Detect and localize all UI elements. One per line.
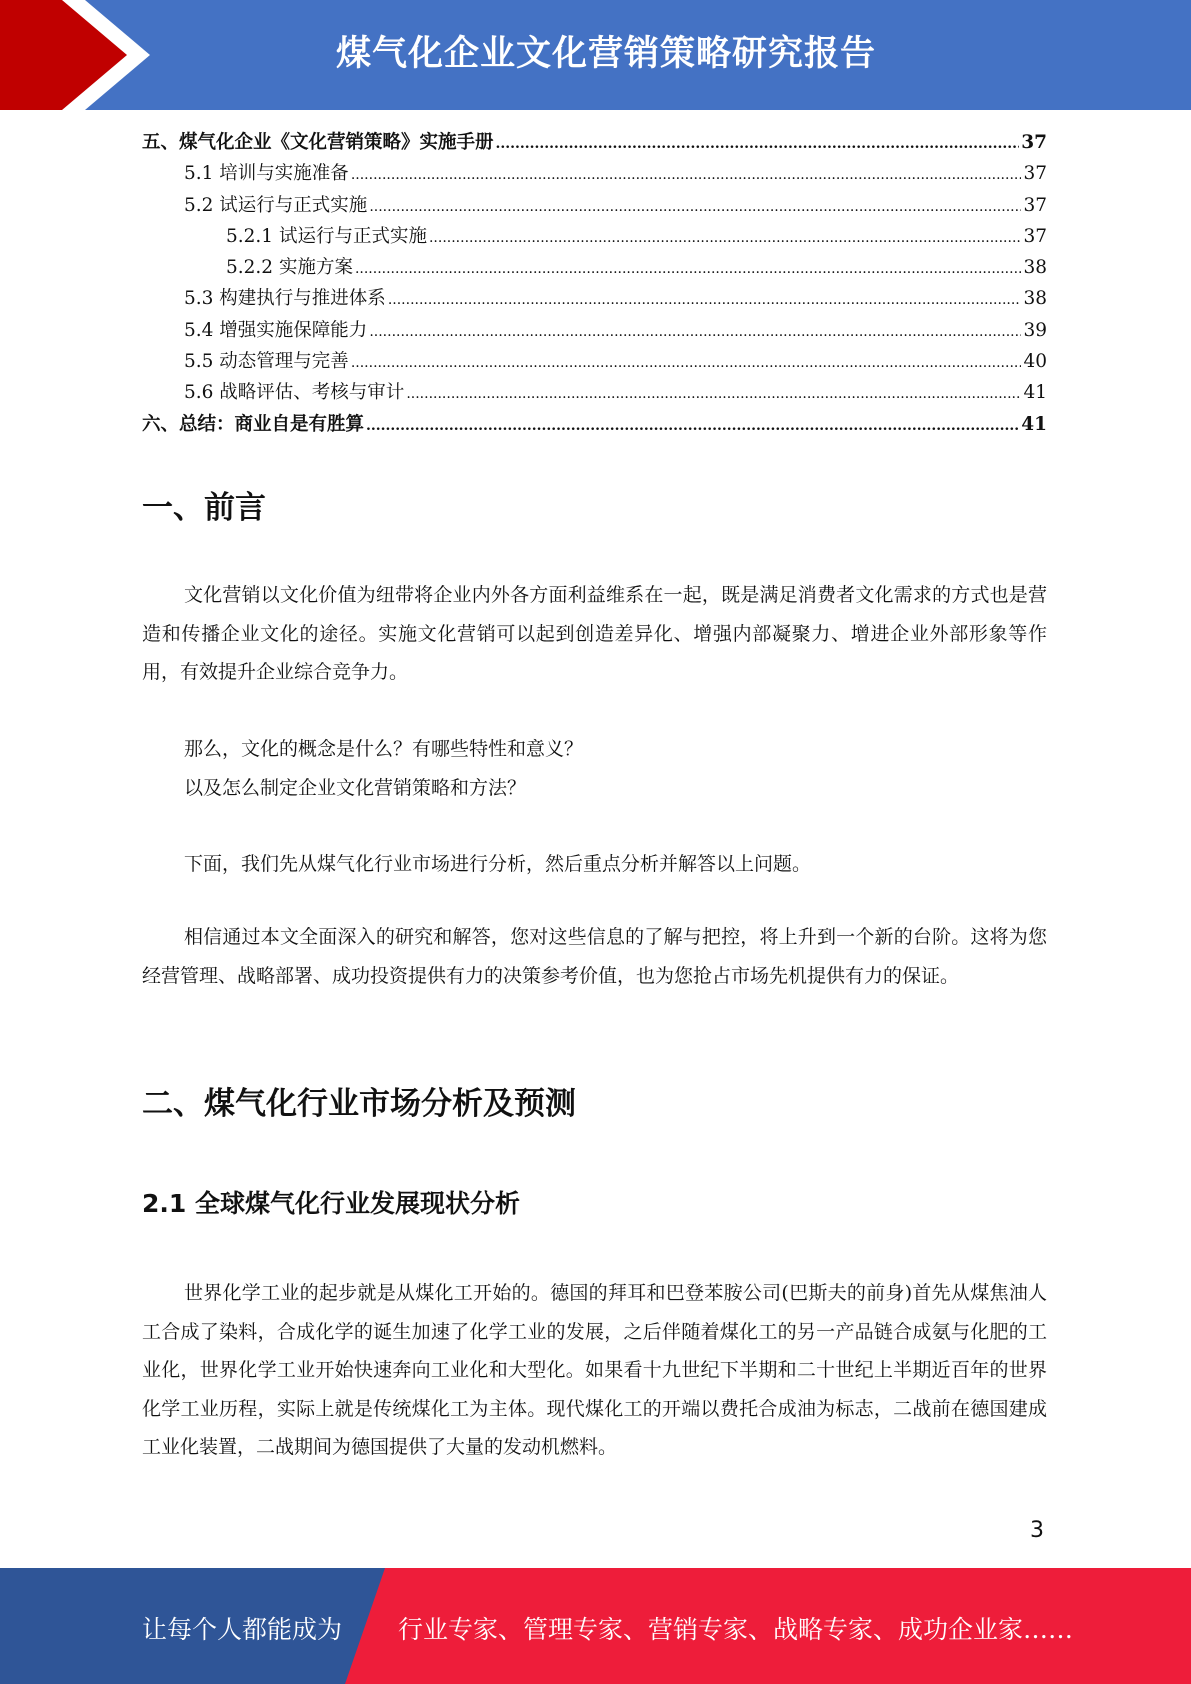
toc-entry[interactable] [142,347,1047,378]
toc-entry-page: 37 [1023,225,1047,247]
global-status-paragraph: 世界化学工业的起步就是从煤化工开始的。德国的拜耳和巴登苯胺公司(巴斯夫的前身)首先从煤焦油人工合成了染料，合成化学的诞生加速了化学工业的发展，之后伴随着煤化工的另一产品链合成氨与化肥的工业化，世界化学工业开始快速奔向工业化和大型化。如果看十九世纪下半期和二十世纪上半期近百年的世界化学工业历程，实际上就是传统煤化工为主体。现代煤化工的开端以费托合成油为标志，二战前在德国建成工业化装置，二战期间为德国提供了大量的发动机燃料。 [142,1282,1047,1458]
toc-entry[interactable] [142,191,1047,222]
toc-entry-label: 5.2 试运行与正式实施 [184,194,368,216]
preface-paragraph-1: 文化营销以文化价值为纽带将企业内外各方面利益维系在一起，既是满足消费者文化需求的方式也是营造和传播企业文化的途径。实施文化营销可以起到创造差异化、增强内部凝聚力、增进企业外部形象等作用，有效提升企业综合竞争力。 [142,584,1047,683]
toc-entry[interactable] [142,128,1047,159]
toc-entry[interactable] [142,253,1047,284]
toc-entry[interactable] [142,284,1047,315]
toc-entry-page: 38 [1023,257,1047,279]
toc-entry[interactable] [142,222,1047,253]
toc-leader-dots [369,195,1021,216]
toc-entry-page: 41 [1021,413,1047,435]
subsection-heading-global-status: 2.1 全球煤气化行业发展现状分析 [142,1189,520,1218]
toc-entry[interactable] [142,159,1047,190]
footer-banner [0,1568,1191,1684]
toc-leader-dots [429,226,1021,247]
toc-leader-dots [355,257,1022,278]
toc-leader-dots [366,414,1019,435]
toc-entry-label: 5.1 培训与实施准备 [184,163,349,185]
toc-entry-label: 5.6 战略评估、考核与审计 [184,382,405,404]
toc-entry-page: 41 [1023,382,1047,404]
toc-entry-label: 五、煤气化企业《文化营销策略》实施手册 [142,132,494,153]
toc-entry[interactable] [142,410,1047,441]
table-of-contents [142,128,1047,441]
preface-question-1: 那么，文化的概念是什么？有哪些特性和意义？ [184,738,584,760]
toc-entry-page: 37 [1023,163,1047,185]
page-number: 3 [1030,1518,1044,1543]
header-banner [0,0,1191,110]
toc-entry-label: 5.5 动态管理与完善 [184,351,349,373]
preface-question-2: 以及怎么制定企业文化营销策略和方法？ [184,777,527,799]
toc-entry-label: 5.2.2 实施方案 [226,257,353,279]
toc-leader-dots [388,288,1022,309]
section-heading-preface: 一、前言 [142,490,266,526]
toc-entry-label: 5.3 构建执行与推进体系 [184,288,386,310]
toc-entry-page: 40 [1023,351,1047,373]
toc-entry-page: 39 [1023,319,1047,341]
preface-intro-line: 下面，我们先从煤气化行业市场进行分析，然后重点分析并解答以上问题。 [184,853,812,875]
toc-entry-label: 5.2.1 试运行与正式实施 [226,225,427,247]
toc-entry-page: 37 [1021,132,1047,153]
preface-paragraph-2: 相信通过本文全面深入的研究和解答，您对这些信息的了解与把控，将上升到一个新的台阶。这将为您经营管理、战略部署、成功投资提供有力的决策参考价值，也为您抢占市场先机提供有力的保证。 [142,926,1047,987]
toc-entry-page: 38 [1023,288,1047,310]
toc-leader-dots [351,163,1022,184]
footer-slogan-right: 行业专家、管理专家、营销专家、战略专家、成功企业家…… [398,1615,1074,1644]
section-heading-market-analysis: 二、煤气化行业市场分析及预测 [142,1086,576,1122]
document-title: 煤气化企业文化营销策略研究报告 [335,34,876,74]
toc-entry-page: 37 [1023,194,1047,216]
toc-leader-dots [369,320,1021,341]
toc-leader-dots [351,351,1022,372]
toc-entry-label: 六、总结：商业自是有胜算 [142,413,365,435]
toc-leader-dots [406,382,1021,403]
toc-entry[interactable] [142,378,1047,409]
toc-entry[interactable] [142,316,1047,347]
toc-leader-dots [496,132,1020,153]
footer-slogan-left: 让每个人都能成为 [142,1615,343,1644]
toc-entry-label: 5.4 增强实施保障能力 [184,319,368,341]
